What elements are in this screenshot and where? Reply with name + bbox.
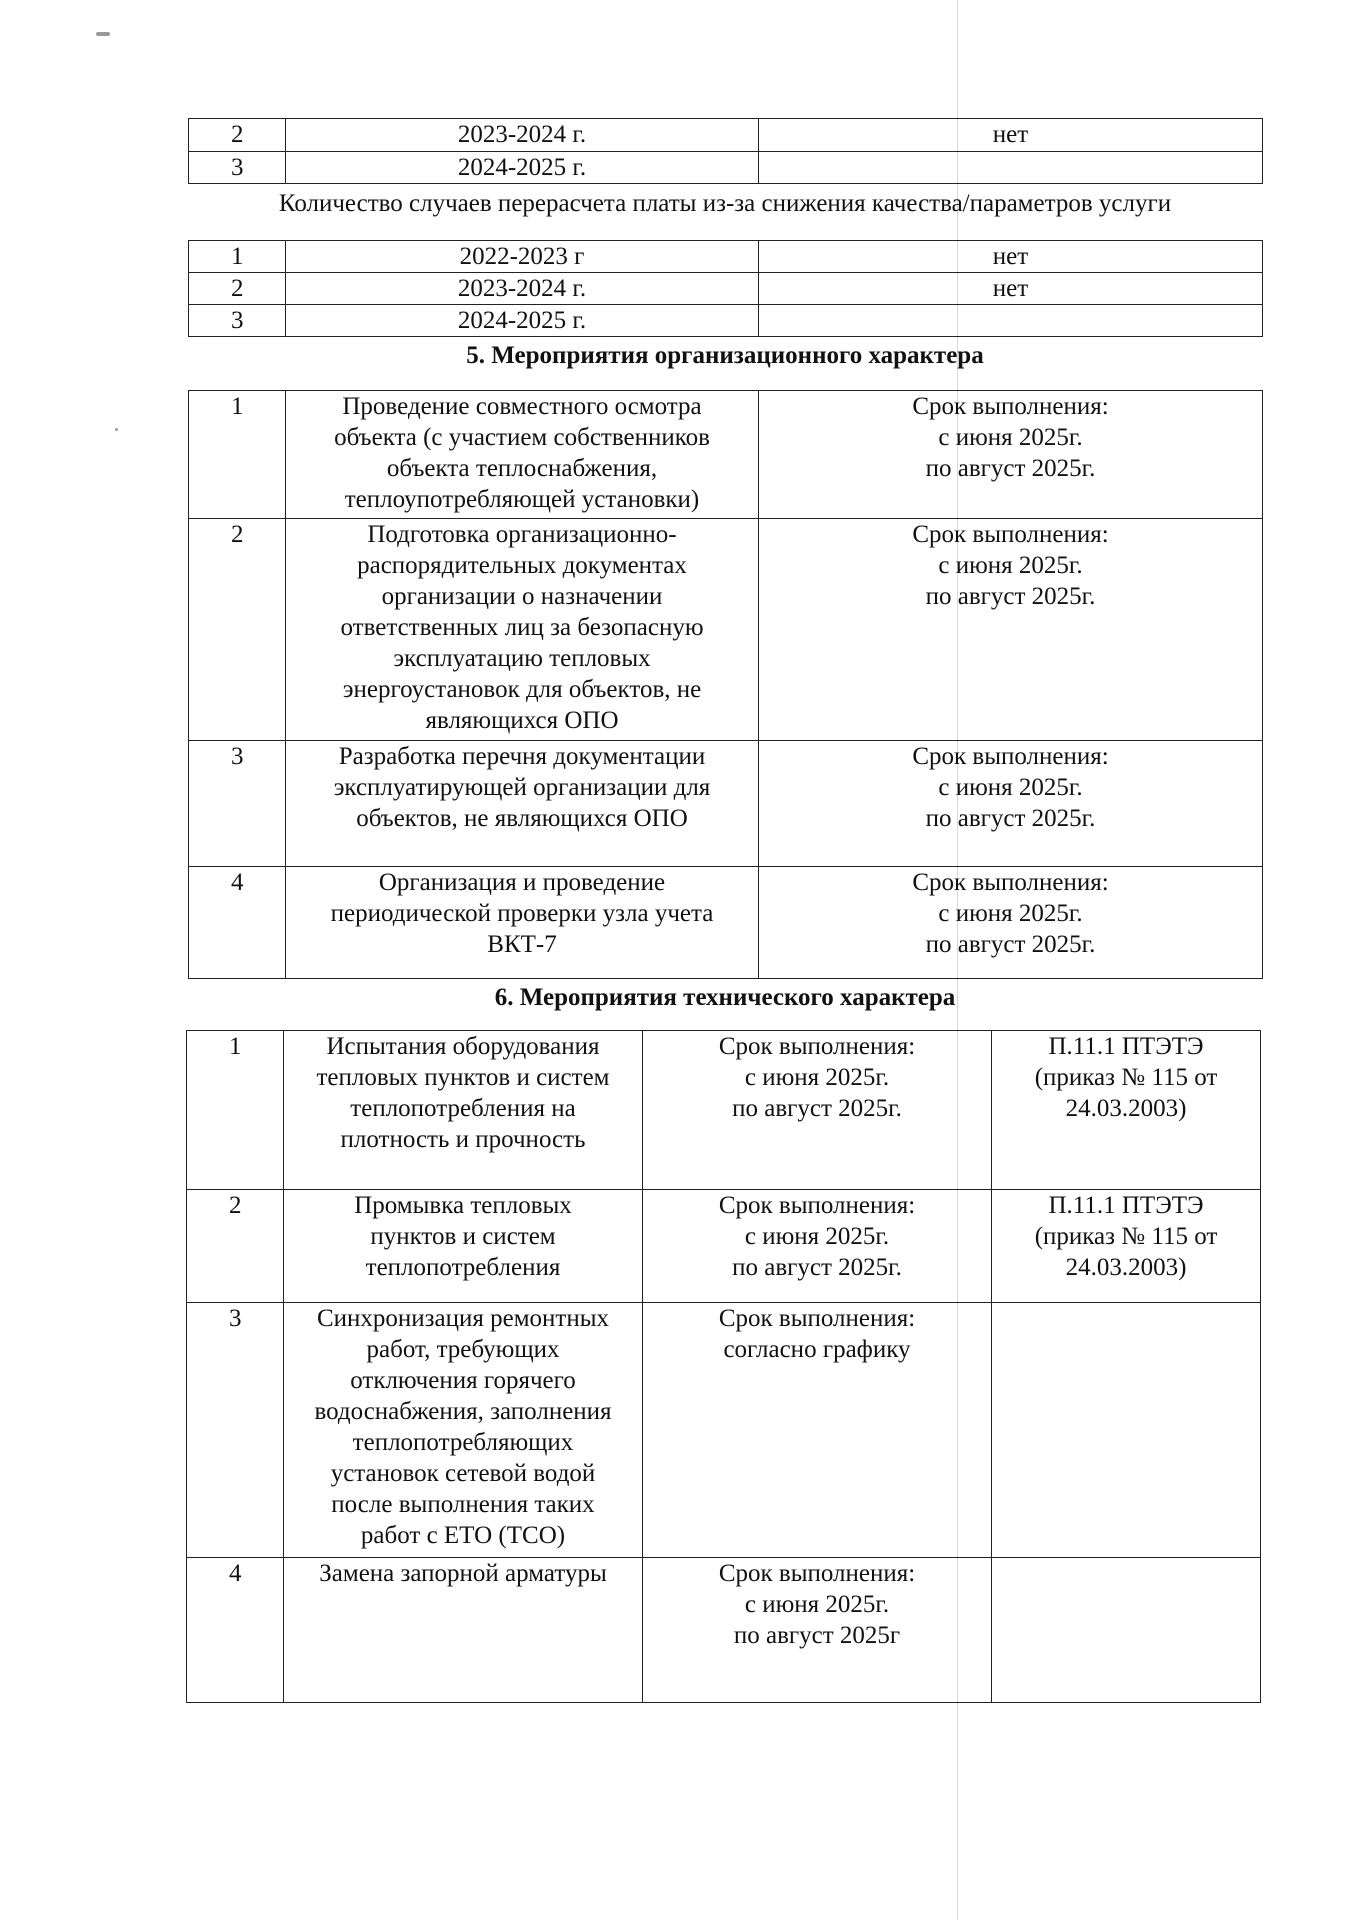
row-value: нет: [759, 119, 1263, 152]
text-line: энергоустановок для объектов, не: [342, 676, 702, 703]
scan-speck: [115, 428, 118, 431]
text-line: объекта теплоснабжения,: [386, 455, 658, 482]
term-text: [643, 1303, 992, 1558]
text-line: эксплуатирующей организации для: [333, 774, 711, 801]
text-line: по август 2025г.: [732, 1254, 902, 1281]
row-value: нет: [759, 273, 1263, 305]
text-line: Срок выполнения:: [912, 869, 1109, 896]
text-line: П.11.1 ПТЭТЭ: [1048, 1033, 1204, 1060]
row-number: 1: [189, 391, 286, 519]
text-line: Подготовка организационно-: [367, 521, 677, 548]
text-line: Срок выполнения:: [912, 393, 1109, 420]
text-line: согласно графику: [723, 1336, 911, 1363]
scan-speck: [96, 32, 110, 36]
text-line: теплоупотребляющей установки): [344, 486, 700, 513]
text-line: с июня 2025г.: [938, 774, 1083, 801]
text-line: объекта (с участием собственников: [334, 424, 710, 451]
term-text: [759, 741, 1263, 867]
text-line: с июня 2025г.: [744, 1064, 890, 1091]
text-line: плотность и прочность: [340, 1126, 586, 1153]
basis-text: [992, 1558, 1261, 1703]
text-line: по август 2025г.: [925, 583, 1096, 610]
text-line: установок сетевой водой: [330, 1460, 596, 1487]
row-number: 3: [189, 152, 286, 184]
text-line: (приказ № 115 от: [1034, 1223, 1218, 1250]
text-line: распорядительных документах: [357, 552, 687, 579]
text-line: Организация и проведение: [378, 869, 666, 896]
row-period: 2024-2025 г.: [286, 152, 759, 184]
text-line: Срок выполнения:: [912, 521, 1109, 548]
term-text: [643, 1190, 992, 1303]
recalc-caption: Количество случаев перерасчета платы из-за снижения качества/параметров услуги: [278, 190, 1172, 217]
row-number: 2: [187, 1190, 284, 1303]
text-line: теплопотребления на: [350, 1095, 576, 1122]
section-6-title: 6. Мероприятия технического характера: [494, 984, 956, 1011]
text-line: Срок выполнения:: [718, 1305, 916, 1332]
text-line: с июня 2025г.: [938, 552, 1083, 579]
row-number: 4: [187, 1558, 284, 1703]
table-row: [189, 119, 1263, 152]
row-number: 3: [187, 1303, 284, 1558]
text-line: с июня 2025г.: [744, 1591, 890, 1618]
text-line: ответственных лиц за безопасную: [340, 614, 704, 641]
table-row: [189, 152, 1263, 184]
text-line: по август 2025г.: [925, 455, 1096, 482]
basis-text: [992, 1303, 1261, 1558]
table-section-6: [186, 1030, 1261, 1703]
row-period: 2024-2025 г.: [286, 305, 759, 337]
text-line: ВКТ-7: [487, 931, 557, 958]
term-text: [643, 1031, 992, 1190]
text-line: по август 2025г.: [925, 931, 1096, 958]
text-line: являющихся ОПО: [425, 707, 619, 734]
text-line: теплопотребляющих: [352, 1429, 574, 1456]
text-line: Срок выполнения:: [718, 1560, 916, 1587]
row-number: 3: [189, 741, 286, 867]
text-line: 24.03.2003): [1065, 1095, 1187, 1122]
text-line: 24.03.2003): [1065, 1254, 1187, 1281]
text-line: Промывка тепловых: [354, 1192, 572, 1219]
text-line: с июня 2025г.: [938, 424, 1083, 451]
text-line: по август 2025г.: [925, 805, 1096, 832]
text-line: пунктов и систем: [370, 1223, 556, 1250]
table-row: [187, 1303, 1261, 1558]
basis-text: [992, 1031, 1261, 1190]
row-value: [759, 152, 1263, 184]
text-line: теплопотребления: [365, 1254, 561, 1281]
text-line: с июня 2025г.: [744, 1223, 890, 1250]
text-line: отключения горячего: [350, 1367, 576, 1394]
text-line: после выполнения таких: [331, 1491, 595, 1518]
measure-text: [286, 519, 759, 741]
basis-text: [992, 1190, 1261, 1303]
text-line: по август 2025г: [733, 1622, 901, 1649]
table-row: [189, 305, 1263, 337]
text-line: работ, требующих: [366, 1336, 560, 1363]
text-line: П.11.1 ПТЭТЭ: [1048, 1192, 1204, 1219]
row-number: 2: [189, 119, 286, 152]
text-line: по август 2025г.: [732, 1095, 902, 1122]
text-line: эксплуатацию тепловых: [393, 645, 651, 672]
text-line: тепловых пунктов и систем: [316, 1064, 610, 1091]
row-period: 2023-2024 г.: [286, 273, 759, 305]
text-line: водоснабжения, заполнения: [314, 1398, 612, 1425]
table-row: [189, 273, 1263, 305]
text-line: Срок выполнения:: [718, 1033, 916, 1060]
section-5-title: 5. Мероприятия организационного характера: [466, 342, 984, 369]
measure-text: [284, 1303, 643, 1558]
text-line: (приказ № 115 от: [1034, 1064, 1218, 1091]
measure-text: [286, 741, 759, 867]
row-value: нет: [759, 241, 1263, 273]
table-prev-continuation: [188, 118, 1263, 184]
text-line: Проведение совместного осмотра: [342, 393, 702, 420]
term-text: [759, 867, 1263, 979]
row-number: 1: [187, 1031, 284, 1190]
table-row: [187, 1031, 1261, 1190]
text-line: работ с ЕТО (ТСО): [360, 1522, 566, 1549]
row-period: 2023-2024 г.: [286, 119, 759, 152]
text-line: периодической проверки узла учета: [330, 900, 714, 927]
row-number: 2: [189, 273, 286, 305]
table-row: [187, 1558, 1261, 1703]
table-row: [189, 391, 1263, 519]
text-line: Испытания оборудования: [326, 1033, 600, 1060]
measure-text: [284, 1190, 643, 1303]
text-line: организации о назначении: [381, 583, 663, 610]
text-line: Замена запорной арматуры: [319, 1560, 607, 1587]
measure-text: [284, 1558, 643, 1703]
table-row: [189, 867, 1263, 979]
table-row: [189, 741, 1263, 867]
measure-text: [286, 391, 759, 519]
row-number: 1: [189, 241, 286, 273]
measure-text: [284, 1031, 643, 1190]
table-row: [187, 1190, 1261, 1303]
row-period: 2022-2023 г: [286, 241, 759, 273]
table-section-5: [188, 390, 1263, 979]
text-line: объектов, не являющихся ОПО: [356, 805, 688, 832]
row-number: 2: [189, 519, 286, 741]
text-line: Синхронизация ремонтных: [316, 1305, 610, 1332]
text-line: с июня 2025г.: [938, 900, 1083, 927]
table-row: [189, 519, 1263, 741]
term-text: [759, 391, 1263, 519]
term-text: [759, 519, 1263, 741]
measure-text: [286, 867, 759, 979]
row-number: 3: [189, 305, 286, 337]
table-recalc: [188, 240, 1263, 337]
row-value: [759, 305, 1263, 337]
text-line: Срок выполнения:: [718, 1192, 916, 1219]
row-number: 4: [189, 867, 286, 979]
text-line: Срок выполнения:: [912, 743, 1109, 770]
term-text: [643, 1558, 992, 1703]
table-row: [189, 241, 1263, 273]
text-line: Разработка перечня документации: [338, 743, 706, 770]
